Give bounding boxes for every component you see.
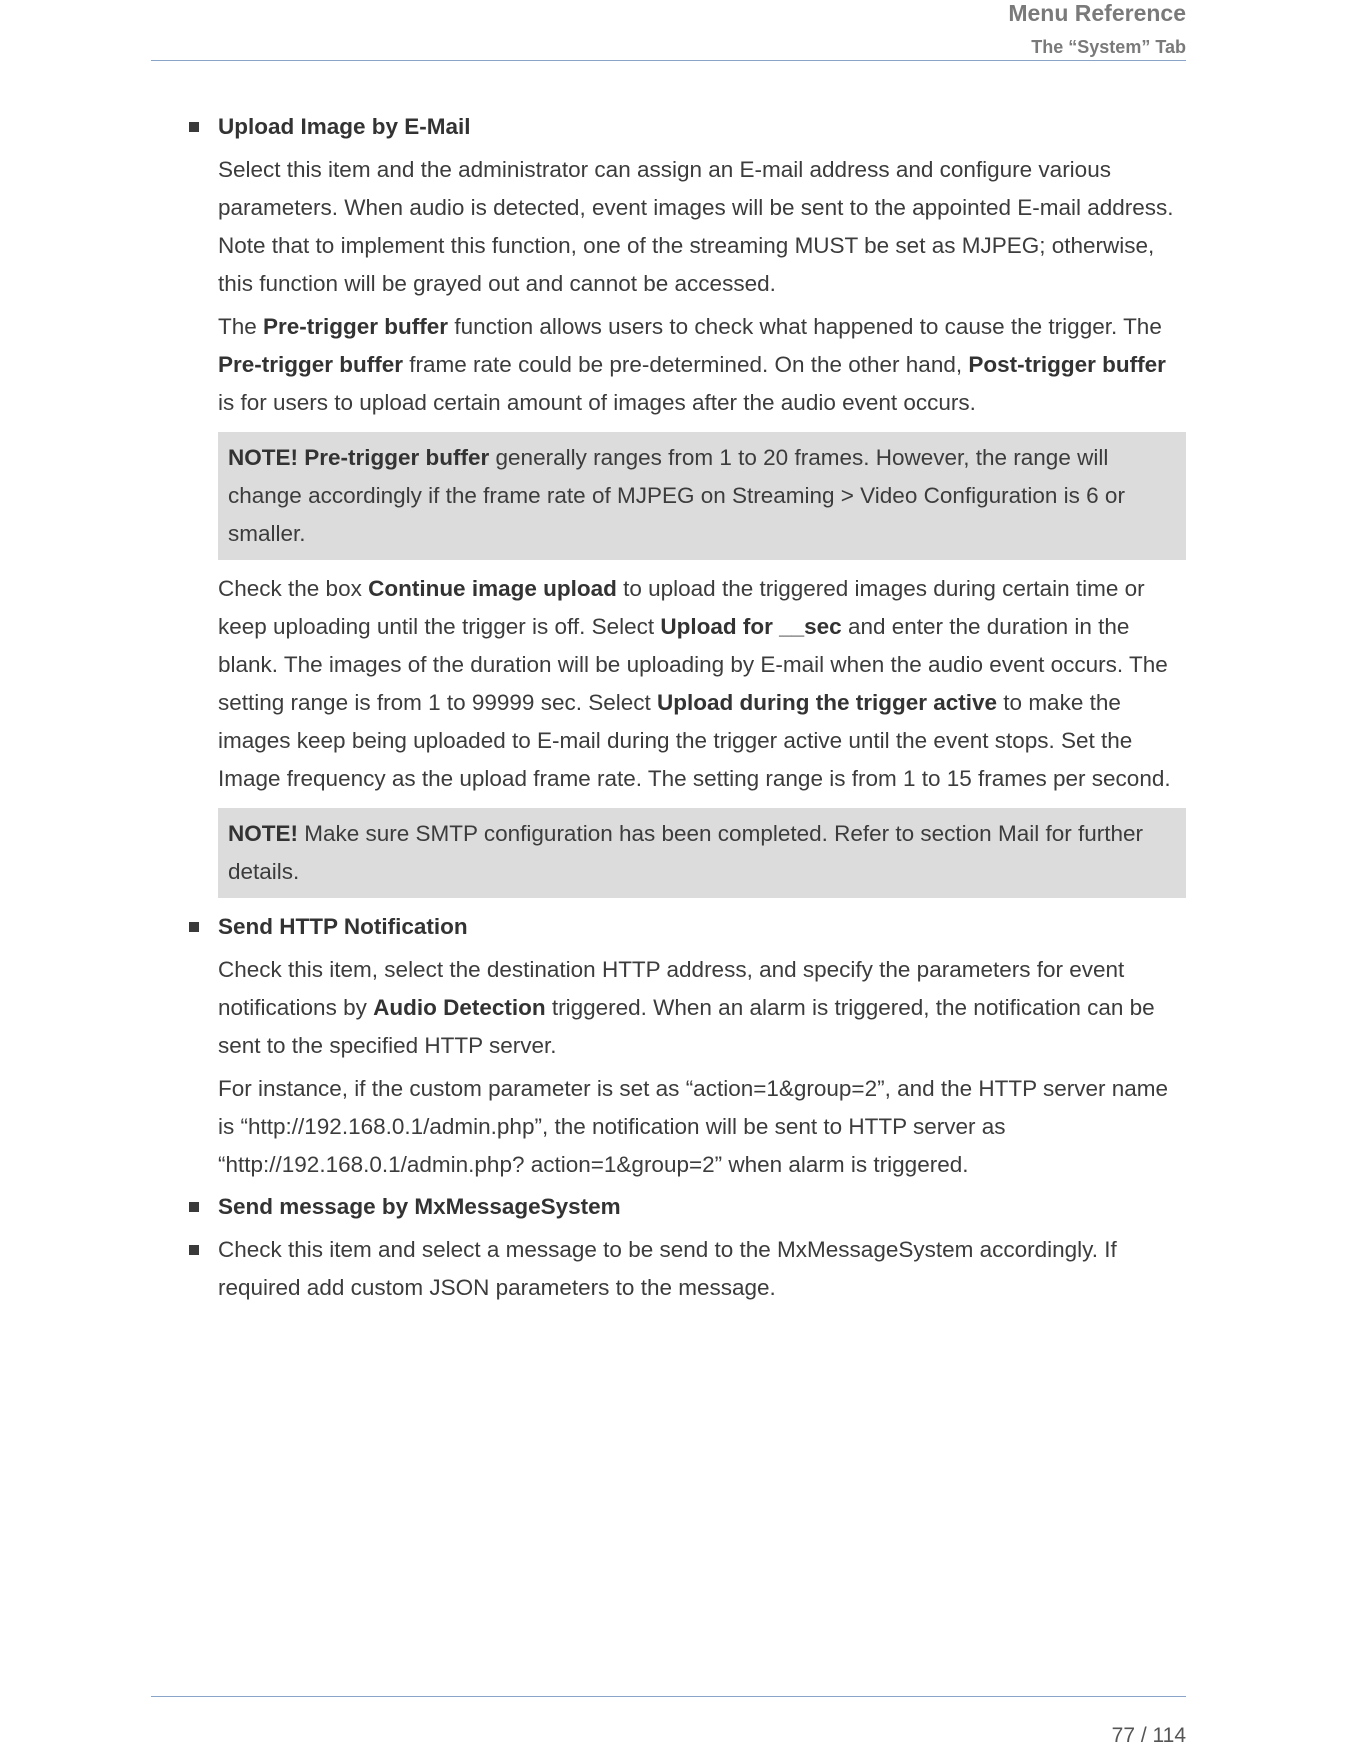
paragraph: Select this item and the administrator can assign an E-mail address and configure various parameters. When audio is detected, event images will be sent to the appointed E-mail address. Note that to implement this function, one of the streaming MUST be set as MJPEG; otherwise, this function will be grayed out and cannot be accessed. — [218, 157, 1174, 296]
note-label: NOTE! Pre-trigger buffer — [228, 445, 490, 470]
page-number: 77 / 114 — [1111, 1724, 1186, 1747]
bold-term: Upload for __sec — [660, 614, 842, 639]
text-run: Make sure SMTP configuration has been completed. Refer to section Mail for further details. — [228, 821, 1143, 884]
paragraph — [218, 308, 1186, 422]
paragraph: For instance, if the custom parameter is set as “action=1&group=2”, and the HTTP server name is “http://192.168.0.1/admin.php”, the notification will be sent to HTTP server as “http://192.168.0.1/admin.php? action=1&group=2” when alarm is triggered. — [218, 1076, 1169, 1177]
text-run: and enter the duration in the blank. The images of the duration will be uploading by E-mail when the audio event occurs. The setting range is from 1 to 99999 sec. Select — [218, 614, 1168, 715]
square-bullet-icon — [189, 1245, 199, 1255]
text-run: to upload the triggered images during certain time or keep uploading until the trigger is off. Select — [218, 576, 1145, 639]
square-bullet-icon — [189, 1202, 199, 1212]
section-http-heading-row — [186, 908, 1186, 946]
square-bullet-icon — [189, 922, 199, 932]
note-box — [218, 432, 1186, 560]
list-item — [186, 1231, 1186, 1307]
paragraph — [218, 951, 1186, 1065]
note-box — [218, 808, 1186, 898]
bold-term: Pre-trigger buffer — [218, 352, 404, 377]
footer-divider — [151, 1696, 1186, 1697]
bold-term: Audio Detection — [373, 995, 546, 1020]
text-run: frame rate could be pre-determined. On the other hand, — [403, 352, 969, 377]
section-heading: Upload Image by E-Mail — [218, 114, 471, 139]
bold-term: Pre-trigger buffer — [263, 314, 449, 339]
text-run: to make the images keep being uploaded to E-mail during the trigger active until the event stops. Set the Image frequency as the upload frame rate. The setting range is from 1 to 15 frames per second. — [218, 690, 1171, 791]
paragraph — [218, 570, 1186, 798]
text-run: Check this item, select the destination HTTP address, and specify the parameters for event notifications by — [218, 957, 1125, 1020]
text-run: is for users to upload certain amount of images after the audio event occurs. — [218, 390, 976, 415]
header-subtitle: The “System” Tab — [1031, 37, 1186, 57]
text-run: triggered. When an alarm is triggered, the notification can be sent to the specified HTTP server. — [218, 995, 1155, 1058]
section-heading: Send HTTP Notification — [218, 914, 468, 939]
text-run: The — [218, 314, 264, 339]
bold-term: Post-trigger buffer — [968, 352, 1166, 377]
page-content — [186, 108, 1186, 1307]
text-run: Check the box — [218, 576, 369, 601]
section-mx-heading-row — [186, 1188, 1186, 1226]
bold-term: Upload during the trigger active — [657, 690, 998, 715]
note-label: NOTE! — [228, 821, 298, 846]
header-divider — [151, 60, 1186, 61]
section-upload-email-heading-row — [186, 108, 1186, 146]
square-bullet-icon — [189, 122, 199, 132]
bold-term: Continue image upload — [368, 576, 617, 601]
list-item-text: Check this item and select a message to be send to the MxMessageSystem accordingly. If required add custom JSON parameters to the message. — [218, 1237, 1117, 1300]
text-run: function allows users to check what happened to cause the trigger. The — [448, 314, 1162, 339]
header-title: Menu Reference — [1008, 0, 1186, 26]
text-run: generally ranges from 1 to 20 frames. However, the range will change accordingly if the frame rate of MJPEG on Streaming > Video Configuration is 6 or smaller. — [228, 445, 1125, 546]
section-heading: Send message by MxMessageSystem — [218, 1194, 621, 1219]
